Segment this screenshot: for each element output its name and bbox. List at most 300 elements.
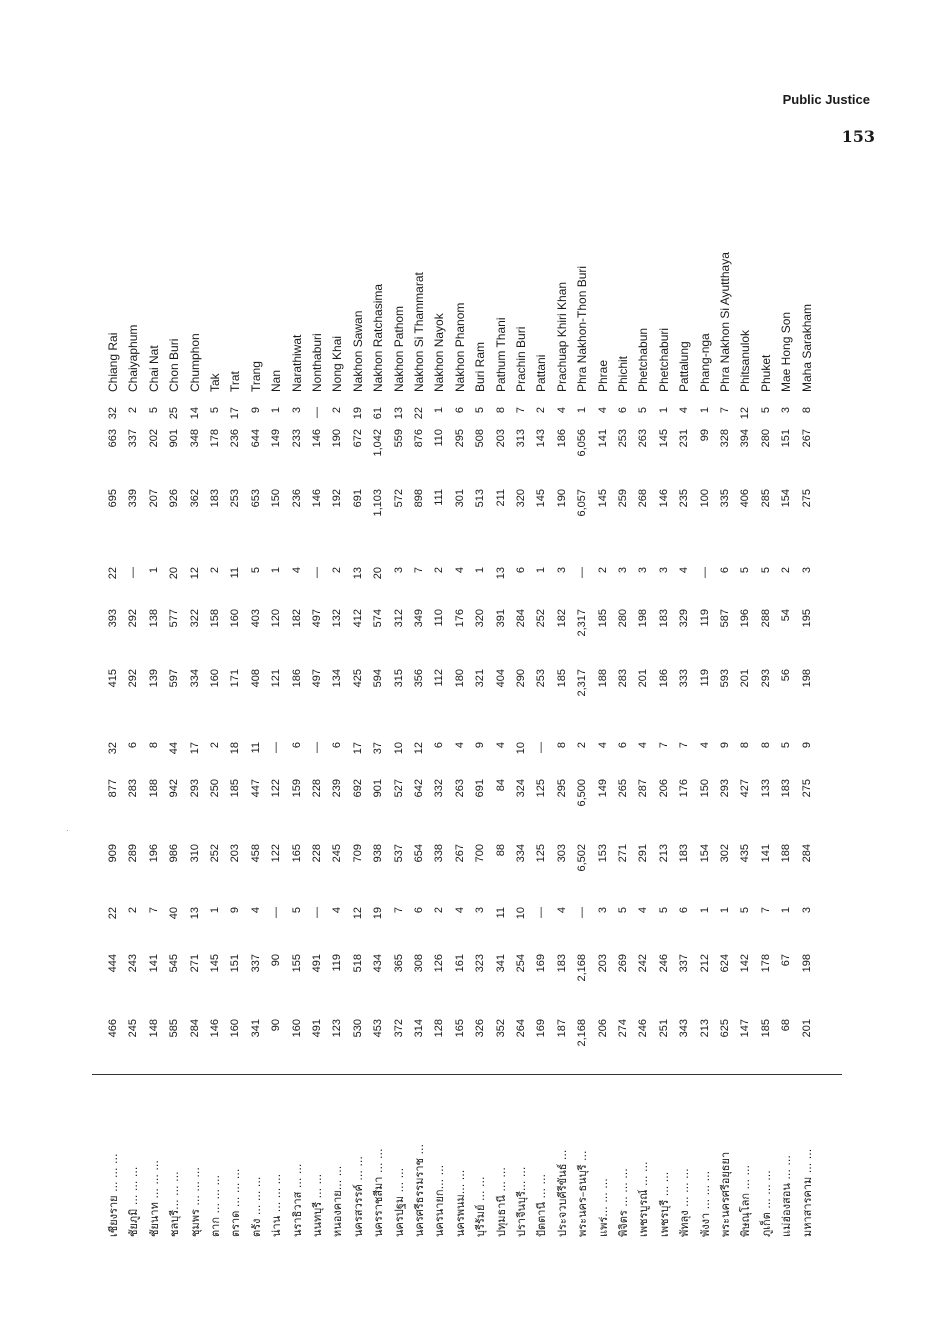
table-cell-col-3: 7: [147, 907, 160, 914]
table-cell-col-9: 2: [433, 567, 446, 574]
table-cell-col-10: 926: [168, 489, 181, 508]
table-cell-col-1: 160: [290, 1019, 303, 1038]
table-cell-col-4: 183: [678, 844, 691, 863]
table-cell-col-4: 203: [229, 844, 242, 863]
table-cell-col-5: 527: [392, 779, 405, 798]
province-thai-name: ชัยภูมิ ... ... ...: [127, 1166, 141, 1237]
table-cell-col-8: 138: [147, 609, 160, 628]
table-cell-col-8: 54: [780, 609, 793, 622]
table-cell-col-1: 148: [147, 1019, 160, 1038]
table-cell-col-1: 123: [331, 1019, 344, 1038]
table-cell-col-7: 293: [759, 669, 772, 688]
table-cell-col-7: 497: [311, 669, 323, 688]
table-cell-col-7: 425: [351, 669, 364, 688]
table-cell-col-3: 13: [188, 907, 201, 920]
table-cell-col-10: 695: [107, 489, 119, 508]
table-cell-col-9: 3: [657, 567, 670, 574]
province-english-name: Mae Hong Son: [779, 311, 794, 392]
table-cell-col-5: 6,500: [576, 779, 589, 807]
table-cell-col-5: 122: [270, 779, 283, 798]
province-thai-name: พังงา ... ... ...: [698, 1170, 712, 1237]
table-cell-col-10: 1,103: [372, 489, 385, 517]
table-cell-col-12: 9: [249, 407, 262, 414]
table-cell-col-12: 25: [168, 407, 181, 420]
province-thai-name: นครนายก... ...: [433, 1164, 447, 1237]
table-cell-col-6: 10: [515, 742, 527, 755]
table-cell-col-9: 11: [229, 567, 242, 579]
table-cell-col-10: 100: [698, 489, 711, 508]
table-cell-col-7: 2,317: [576, 669, 589, 697]
table-cell-col-7: 415: [107, 669, 119, 688]
table-cell-col-3: 1: [719, 907, 731, 914]
table-cell-col-4: 213: [657, 844, 670, 863]
table-cell-col-12: 1: [698, 407, 711, 414]
table-cell-col-7: 186: [657, 669, 670, 688]
table-cell-col-5: 275: [800, 779, 813, 798]
table-cell-col-8: 160: [229, 609, 242, 628]
table-cell-col-4: 289: [127, 844, 140, 863]
table-cell-col-5: 293: [188, 779, 201, 798]
table-cell-col-5: 125: [535, 779, 548, 798]
table-cell-col-11: 151: [780, 429, 793, 448]
table-cell-col-8: 320: [474, 609, 487, 628]
table-cell-col-9: 4: [678, 567, 691, 574]
table-cell-col-7: 597: [168, 669, 181, 688]
table-cell-col-7: 180: [453, 669, 466, 688]
table-cell-col-1: 68: [780, 1019, 793, 1032]
table-cell-col-9: —: [127, 567, 140, 578]
province-english-name: Phra Nakhon-Thon Buri: [575, 265, 590, 392]
table-cell-col-6: 37: [372, 742, 385, 755]
table-cell-col-3: 2: [433, 907, 446, 914]
table-cell-col-7: 408: [249, 669, 262, 688]
table-cell-col-2: 243: [127, 954, 140, 973]
table-cell-col-5: 901: [372, 779, 385, 798]
table-cell-col-10: 898: [413, 489, 425, 508]
province-thai-name: ตาก ... ... ...: [209, 1175, 222, 1237]
table-cell-col-2: 203: [596, 954, 609, 973]
province-english-name: Chaiyaphum: [126, 324, 141, 392]
table-cell-col-6: —: [311, 742, 323, 753]
table-cell-col-1: 341: [249, 1019, 262, 1038]
table-cell-col-8: 322: [188, 609, 201, 628]
table-cell-col-4: 435: [739, 844, 752, 863]
table-cell-col-1: 625: [719, 1019, 731, 1038]
table-cell-col-7: 315: [392, 669, 405, 688]
province-english-name: Chiang Rai: [106, 332, 120, 392]
table-cell-col-1: 372: [392, 1019, 405, 1038]
table-cell-col-10: 145: [535, 489, 548, 508]
table-cell-col-4: 6,502: [576, 844, 589, 872]
table-cell-col-4: 165: [290, 844, 303, 863]
table-cell-col-6: 17: [188, 742, 201, 755]
table-cell-col-12: 5: [209, 407, 221, 414]
province-english-name: Maha Sarakham: [799, 303, 814, 392]
table-cell-col-4: 153: [596, 844, 609, 863]
table-cell-col-1: 491: [311, 1019, 323, 1038]
table-cell-col-5: 332: [433, 779, 446, 798]
table-cell-col-5: 159: [290, 779, 303, 798]
table-cell-col-3: 4: [331, 907, 344, 914]
table-cell-col-5: 295: [555, 779, 568, 798]
province-thai-name: ตรัง ... ... ...: [249, 1176, 263, 1237]
table-cell-col-2: 151: [229, 954, 242, 973]
table-cell-col-5: 84: [494, 779, 507, 792]
table-cell-col-6: 4: [494, 742, 507, 749]
table-cell-col-7: 290: [515, 669, 527, 688]
table-cell-col-1: 146: [209, 1019, 221, 1038]
table-cell-col-6: 4: [637, 742, 650, 749]
table-cell-col-12: 4: [555, 407, 568, 414]
table-cell-col-11: 328: [719, 429, 731, 448]
table-cell-col-2: 444: [107, 954, 119, 973]
table-cell-col-3: 3: [474, 907, 487, 914]
table-cell-col-7: 283: [617, 669, 629, 688]
table-cell-col-4: 938: [372, 844, 385, 863]
table-cell-col-6: 8: [555, 742, 568, 749]
province-english-name: Phuket: [758, 354, 773, 392]
table-cell-col-11: 233: [290, 429, 303, 448]
table-cell-col-12: 2: [535, 407, 548, 414]
table-cell-col-6: 44: [168, 742, 181, 755]
table-cell-col-7: 185: [555, 669, 568, 688]
table-cell-col-11: 186: [555, 429, 568, 448]
table-cell-col-6: 2: [576, 742, 589, 749]
table-cell-col-3: 40: [168, 907, 181, 920]
table-cell-col-12: 5: [759, 407, 772, 414]
table-cell-col-5: 293: [719, 779, 731, 798]
table-cell-col-9: 13: [351, 567, 364, 580]
scan-speck: ·: [66, 826, 69, 835]
table-cell-col-4: 141: [759, 844, 772, 863]
province-english-name: Nonthaburi: [310, 333, 324, 392]
table-cell-col-2: 254: [515, 954, 527, 973]
province-thai-name: นราธิวาส ... ...: [290, 1163, 304, 1237]
table-cell-col-4: 271: [617, 844, 629, 863]
table-cell-col-2: 67: [780, 954, 793, 967]
table-cell-col-2: 545: [168, 954, 181, 973]
province-thai-name: พระนครศรีอยุธยา: [719, 1151, 732, 1237]
table-cell-col-1: 343: [678, 1019, 691, 1038]
province-thai-name: ประจวบคีรีขันธ์ ...: [555, 1149, 569, 1237]
table-cell-col-12: 61: [372, 407, 385, 420]
table-cell-col-1: 147: [739, 1019, 752, 1038]
province-thai-name: พิจิตร ... ... ...: [617, 1168, 630, 1237]
table-cell-col-8: 349: [413, 609, 425, 628]
table-cell-col-6: 6: [290, 742, 303, 749]
table-cell-col-10: 253: [229, 489, 242, 508]
table-cell-col-6: 9: [474, 742, 487, 749]
table-cell-col-4: 338: [433, 844, 446, 863]
table-cell-col-12: 6: [617, 407, 629, 414]
table-cell-col-4: 709: [351, 844, 364, 863]
table-cell-col-7: 198: [800, 669, 813, 688]
table-cell-col-9: 2: [780, 567, 793, 574]
table-cell-col-2: 198: [800, 954, 813, 973]
province-english-name: Chumphon: [187, 333, 202, 392]
table-cell-col-6: 7: [678, 742, 691, 749]
table-cell-col-4: 245: [331, 844, 344, 863]
table-cell-col-10: 268: [637, 489, 650, 508]
province-english-name: Phra Nakhon Si Ayutthaya: [718, 252, 732, 392]
province-thai-name: ภูเก็ต ... ... ...: [759, 1170, 773, 1237]
table-cell-col-2: 624: [719, 954, 731, 973]
table-cell-col-9: 2: [331, 567, 344, 574]
data-table: [92, 182, 842, 1237]
table-cell-col-1: 201: [800, 1019, 813, 1038]
table-cell-col-11: 295: [453, 429, 466, 448]
table-cell-col-12: 7: [719, 407, 731, 414]
table-cell-col-7: 292: [127, 669, 140, 688]
table-cell-col-12: 22: [413, 407, 425, 420]
table-cell-col-12: 17: [229, 407, 242, 420]
table-cell-col-11: 508: [474, 429, 487, 448]
table-cell-col-9: 5: [249, 567, 262, 574]
table-cell-col-7: 594: [372, 669, 385, 688]
province-thai-name: ตราด ... ... ...: [229, 1168, 243, 1237]
province-english-name: Phitsanulok: [738, 329, 753, 392]
table-cell-col-8: 183: [657, 609, 670, 628]
table-cell-col-5: 239: [331, 779, 344, 798]
table-cell-col-1: 213: [698, 1019, 711, 1038]
table-cell-col-12: 3: [780, 407, 793, 414]
table-cell-col-4: 252: [209, 844, 221, 863]
table-cell-col-9: —: [311, 567, 323, 578]
table-cell-col-12: 19: [351, 407, 364, 420]
province-thai-name: นครปฐม ... ...: [392, 1167, 406, 1237]
table-cell-col-5: 942: [168, 779, 181, 798]
province-thai-name: ชุมพร ... ... ...: [188, 1167, 202, 1237]
table-cell-col-9: 2: [596, 567, 609, 574]
table-cell-col-2: 323: [474, 954, 487, 973]
table-cell-col-4: 310: [188, 844, 201, 863]
table-cell-col-10: 207: [147, 489, 160, 508]
table-cell-col-9: 1: [270, 567, 283, 574]
table-cell-col-2: 246: [657, 954, 670, 973]
table-cell-col-10: 183: [209, 489, 221, 508]
province-thai-name: นนทบุรี ... ...: [311, 1173, 324, 1237]
province-thai-name: นครศรีธรรมราช ...: [413, 1144, 426, 1237]
table-cell-col-11: 143: [535, 429, 548, 448]
table-cell-col-9: 12: [188, 567, 201, 580]
table-cell-col-5: 265: [617, 779, 629, 798]
table-cell-col-1: 326: [474, 1019, 487, 1038]
table-cell-col-9: 1: [474, 567, 487, 574]
table-cell-col-11: 280: [759, 429, 772, 448]
table-cell-col-2: 518: [351, 954, 364, 973]
table-cell-col-1: 160: [229, 1019, 242, 1038]
table-cell-col-4: 303: [555, 844, 568, 863]
table-cell-col-9: —: [698, 567, 711, 578]
table-cell-col-8: 182: [290, 609, 303, 628]
table-cell-col-6: 7: [657, 742, 670, 749]
province-thai-name: เพชรบุรี ... ...: [657, 1171, 671, 1237]
table-cell-col-11: 348: [188, 429, 201, 448]
table-cell-col-6: 4: [596, 742, 609, 749]
table-cell-col-6: 9: [719, 742, 731, 749]
table-cell-col-4: 291: [637, 844, 650, 863]
table-cell-col-4: 654: [413, 844, 425, 863]
table-cell-col-11: 141: [596, 429, 609, 448]
table-cell-col-7: 334: [188, 669, 201, 688]
table-cell-col-10: 362: [188, 489, 201, 508]
province-thai-name: แพร่... ... ...: [596, 1178, 610, 1237]
table-cell-col-11: 146: [311, 429, 323, 448]
table-cell-col-8: 587: [719, 609, 731, 628]
table-cell-col-3: 5: [290, 907, 303, 914]
table-cell-col-1: 187: [555, 1019, 568, 1038]
table-cell-col-4: 228: [311, 844, 323, 863]
table-cell-col-11: 559: [392, 429, 405, 448]
table-cell-col-6: 8: [739, 742, 752, 749]
table-cell-col-1: 466: [107, 1019, 119, 1038]
table-cell-col-3: 9: [229, 907, 242, 914]
table-cell-col-11: 145: [657, 429, 670, 448]
table-cell-col-5: 324: [515, 779, 527, 798]
table-cell-col-10: 406: [739, 489, 752, 508]
table-cell-col-10: 259: [617, 489, 629, 508]
table-cell-col-2: 90: [270, 954, 283, 967]
table-cell-col-10: 211: [494, 489, 507, 507]
province-thai-name: เชียงราย ... ... ...: [107, 1153, 120, 1237]
table-cell-col-3: 4: [453, 907, 466, 914]
table-cell-col-6: 6: [433, 742, 446, 749]
table-cell-col-9: 5: [759, 567, 772, 574]
province-english-name: Prachuap Khiri Khan: [554, 281, 569, 392]
table-cell-col-11: 313: [515, 429, 527, 448]
table-cell-col-3: 2: [127, 907, 140, 914]
table-cell-col-2: 119: [331, 954, 344, 972]
table-cell-col-10: 111: [433, 489, 446, 506]
table-cell-col-5: 283: [127, 779, 140, 798]
table-cell-col-6: 9: [800, 742, 813, 749]
table-cell-col-3: 1: [698, 907, 711, 914]
table-cell-col-7: 253: [535, 669, 548, 688]
table-cell-col-6: 10: [392, 742, 405, 755]
table-cell-col-5: 691: [474, 779, 487, 798]
province-thai-name: พิษณุโลก ... ...: [739, 1165, 753, 1237]
page-number: 153: [841, 127, 875, 146]
table-cell-col-10: 146: [657, 489, 670, 508]
province-english-name: Nakhon Si Thammarat: [412, 272, 426, 392]
table-cell-col-12: 2: [127, 407, 140, 414]
table-cell-col-7: 333: [678, 669, 691, 688]
table-cell-col-7: 134: [331, 669, 344, 688]
table-cell-col-1: 284: [188, 1019, 201, 1038]
table-cell-col-4: 125: [535, 844, 548, 863]
province-thai-name: เพชรบูรณ์ ... ...: [637, 1161, 651, 1237]
table-cell-col-7: 201: [739, 669, 752, 688]
table-cell-col-1: 274: [617, 1019, 629, 1038]
table-cell-col-6: 4: [453, 742, 466, 749]
table-cell-col-8: 158: [209, 609, 221, 628]
table-cell-col-4: 154: [698, 844, 711, 863]
table-cell-col-1: 2,168: [576, 1019, 589, 1047]
table-cell-col-9: 7: [413, 567, 425, 574]
table-cell-col-5: 692: [351, 779, 364, 798]
table-cell-col-6: 6: [617, 742, 629, 749]
table-cell-col-8: 119: [698, 609, 711, 627]
table-cell-col-9: 20: [168, 567, 181, 580]
table-cell-col-3: 5: [657, 907, 670, 914]
table-cell-col-3: 7: [392, 907, 405, 914]
table-cell-col-9: 22: [107, 567, 119, 580]
province-english-name: Nakhon Phanom: [452, 302, 467, 392]
table-cell-col-7: 139: [147, 669, 160, 688]
province-thai-name: นครสวรรค์ ... ...: [351, 1156, 365, 1237]
table-cell-col-8: 574: [372, 609, 385, 628]
table-cell-col-12: 1: [576, 407, 589, 414]
province-thai-name: น่าน ... ... ...: [270, 1173, 284, 1237]
table-cell-col-8: 288: [759, 609, 772, 628]
province-thai-name: พระนคร–ธนบุรี ...: [576, 1150, 590, 1237]
table-cell-col-3: 11: [494, 907, 507, 919]
table-cell-col-9: 3: [392, 567, 405, 574]
table-cell-col-5: 287: [637, 779, 650, 798]
table-cell-col-5: 183: [780, 779, 793, 798]
table-cell-col-10: 145: [596, 489, 609, 508]
table-cell-col-12: 13: [392, 407, 405, 420]
table-cell-col-10: 653: [249, 489, 262, 508]
table-cell-col-8: 185: [596, 609, 609, 628]
table-cell-col-12: 4: [596, 407, 609, 414]
table-cell-col-2: 169: [535, 954, 548, 973]
table-cell-col-10: 6,057: [576, 489, 589, 517]
table-cell-col-5: 133: [759, 779, 772, 798]
table-cell-col-9: 2: [209, 567, 221, 574]
table-cell-col-5: 188: [147, 779, 160, 798]
table-cell-col-2: 212: [698, 954, 711, 973]
table-cell-col-4: 334: [515, 844, 527, 863]
table-cell-col-2: 142: [739, 954, 752, 973]
table-cell-col-2: 271: [188, 954, 201, 973]
province-thai-name: มหาสารคาม ... ...: [800, 1148, 814, 1237]
table-cell-col-10: 513: [474, 489, 487, 508]
province-thai-name: ปทุมธานี ... ...: [494, 1167, 508, 1237]
table-cell-col-7: 321: [474, 669, 487, 688]
table-cell-col-12: 1: [270, 407, 283, 414]
table-cell-col-3: 1: [209, 907, 221, 914]
province-thai-name: นครพนม... ...: [453, 1169, 467, 1237]
table-cell-col-10: 339: [127, 489, 140, 508]
table-cell-col-7: 404: [494, 669, 507, 688]
table-cell-col-3: 7: [759, 907, 772, 914]
table-cell-col-5: 642: [413, 779, 425, 798]
table-cell-col-9: 3: [637, 567, 650, 574]
table-cell-col-7: 56: [780, 669, 793, 682]
province-english-name: Phrae: [595, 359, 610, 392]
table-cell-col-2: 155: [290, 954, 303, 973]
table-cell-col-12: 32: [107, 407, 119, 420]
table-cell-col-12: 4: [678, 407, 691, 414]
table-cell-col-11: 263: [637, 429, 650, 448]
table-cell-col-5: 263: [453, 779, 466, 798]
table-cell-col-10: 235: [678, 489, 691, 508]
table-cell-col-4: 188: [780, 844, 793, 863]
table-cell-col-10: 691: [351, 489, 364, 508]
table-cell-col-2: 337: [678, 954, 691, 973]
table-cell-col-5: 176: [678, 779, 691, 798]
province-english-name: Trat: [228, 371, 243, 392]
table-cell-col-1: 251: [657, 1019, 670, 1038]
table-cell-col-11: 190: [331, 429, 344, 448]
province-thai-name: ปราจีนบุรี... ...: [515, 1166, 528, 1237]
table-cell-col-12: 1: [657, 407, 670, 414]
table-cell-col-2: 308: [413, 954, 425, 973]
table-cell-col-9: 1: [147, 567, 160, 574]
table-cell-col-1: 352: [494, 1019, 507, 1038]
table-cell-col-2: 183: [555, 954, 568, 973]
